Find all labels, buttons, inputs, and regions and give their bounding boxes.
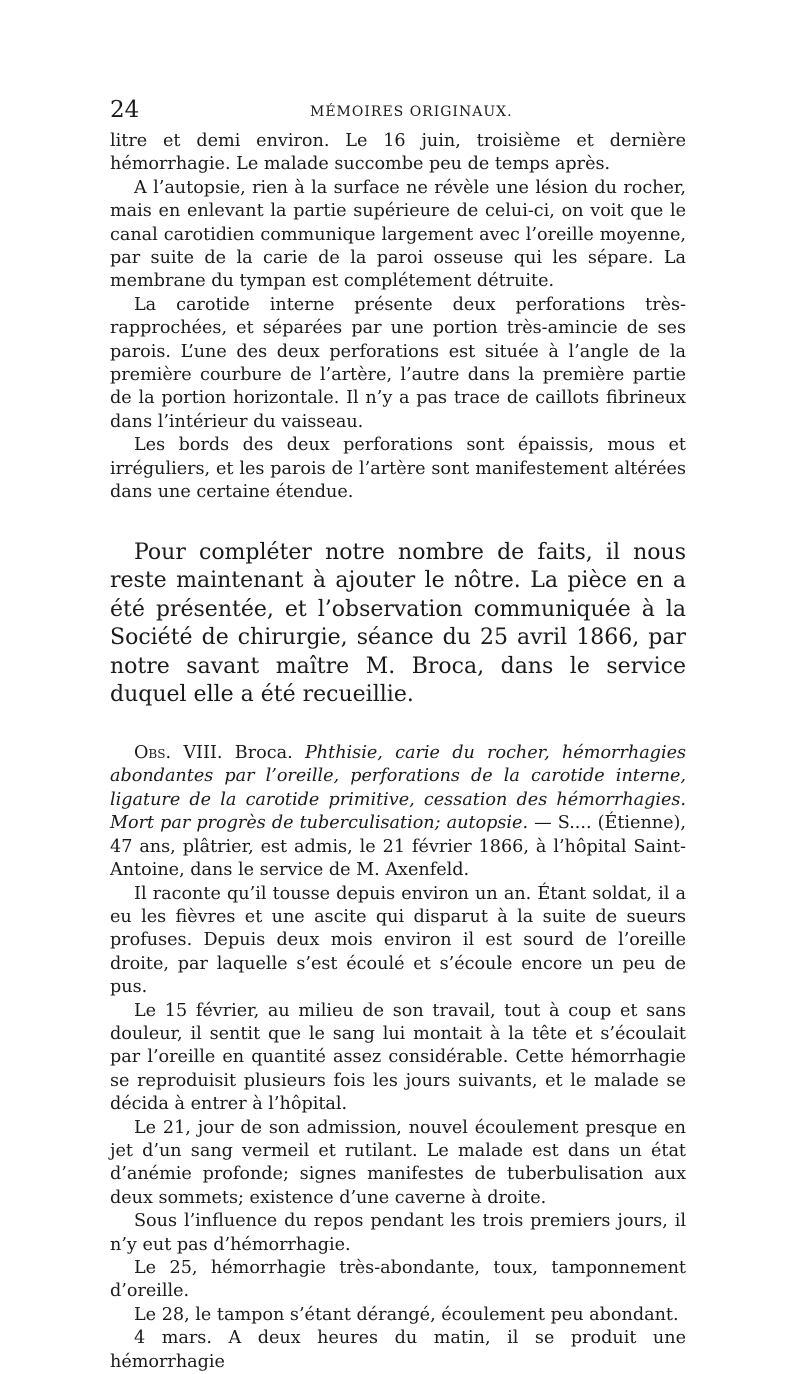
observation-italic-title: Phthisie, carie du rocher, hémorrhagies abondantes par l’oreille, perforations de la carotide interne, ligature de la carotide primitive, cessation des hémorrhagies. Mort par progrès de tuberculisation; autopsie. bbox=[110, 743, 687, 834]
observation-author: Broca. bbox=[234, 743, 293, 764]
page-number: 24 bbox=[110, 97, 140, 123]
obs-paragraph-7: 4 mars. A deux heures du matin, il se produit une hémorrhagie bbox=[110, 1328, 686, 1372]
paragraph-2: A l’autopsie, rien à la surface ne révèle une lésion du rocher, mais en enlevant la partie supérieure de celui-ci, on voit que le canal carotidien communique largement avec l’oreille moyenne, par suite de la carie de la paroi osseuse qui les sépare. La membrane du tympan est complétement détruite. bbox=[110, 177, 686, 292]
obs-paragraph-4: Sous l’influence du repos pendant les trois premiers jours, il n’y eut pas d’hémorrhagie. bbox=[110, 1211, 686, 1255]
large-paragraph: Pour compléter notre nombre de faits, il nous reste maintenant à ajouter le nôtre. La pièce en a été présentée, et l’observation communiquée à la Société de chirurgie, séance du 25 avril 1866, par notre savant maître M. Broca, dans le service duquel elle a été recueillie. bbox=[110, 539, 686, 708]
page-header bbox=[110, 96, 686, 130]
obs-paragraph-2: Le 15 février, au milieu de son travail, tout à coup et sans douleur, il sentit que le sang lui montait à la tête et s’écoulait par l’oreille en quantité assez considérable. Cette hémorrhagie se reproduisit plusieurs fois les jours suivants, et le malade se décida à entrer à l’hôpital. bbox=[110, 1000, 686, 1115]
obs-paragraph-1: Il raconte qu’il tousse depuis environ un an. Étant soldat, il a eu les fièvres et une ascite qui disparut à la suite de sueurs profuses. Depuis deux mois environ il est sourd de l’oreille droite, par laquelle s’est écoulé et s’écoule encore un peu de pus. bbox=[110, 883, 686, 998]
obs-paragraph-3: Le 21, jour de son admission, nouvel écoulement presque en jet d’un sang vermeil et rutilant. Le malade est dans un état d’anémie profonde; signes manifestes de tuberbulisation aux deux sommets; existence d’une caverne à droite. bbox=[110, 1117, 686, 1208]
observation-rest: — S.... (Étienne), 47 ans, plâtrier, est admis, le 21 février 1866, à l’hôpital Saint-Antoine, dans le service de M. Axenfeld. bbox=[110, 813, 686, 881]
paragraph-4: Les bords des deux perforations sont épaissis, mous et irréguliers, et les parois de l’artère sont manifestement altérées dans une certaine étendue. bbox=[110, 435, 686, 503]
page-content bbox=[110, 96, 686, 1374]
paragraph-1: litre et demi environ. Le 16 juin, troisième et dernière hémorrhagie. Le malade succombe peu de temps après. bbox=[110, 131, 686, 175]
obs-paragraph-5: Le 25, hémorrhagie très-abondante, toux, tamponnement d’oreille. bbox=[110, 1258, 686, 1302]
running-head: MÉMOIRES ORIGINAUX. bbox=[310, 104, 513, 120]
observation-title: Obs. VIII. bbox=[134, 743, 223, 764]
observation-heading-paragraph bbox=[110, 742, 686, 882]
obs-paragraph-6: Le 28, le tampon s’étant dérangé, écoulement peu abondant. bbox=[134, 1304, 679, 1325]
paragraph-3: La carotide interne présente deux perforations très-rapprochées, et séparées par une portion très-amincie de ses parois. L’une des deux perforations est située à l’angle de la première courbure de l’artère, l’autre dans la première partie de la portion horizontale. Il n’y a pas trace de caillots fibrineux dans l’intérieur du vaisseau. bbox=[110, 294, 686, 432]
section-gap bbox=[110, 505, 686, 539]
